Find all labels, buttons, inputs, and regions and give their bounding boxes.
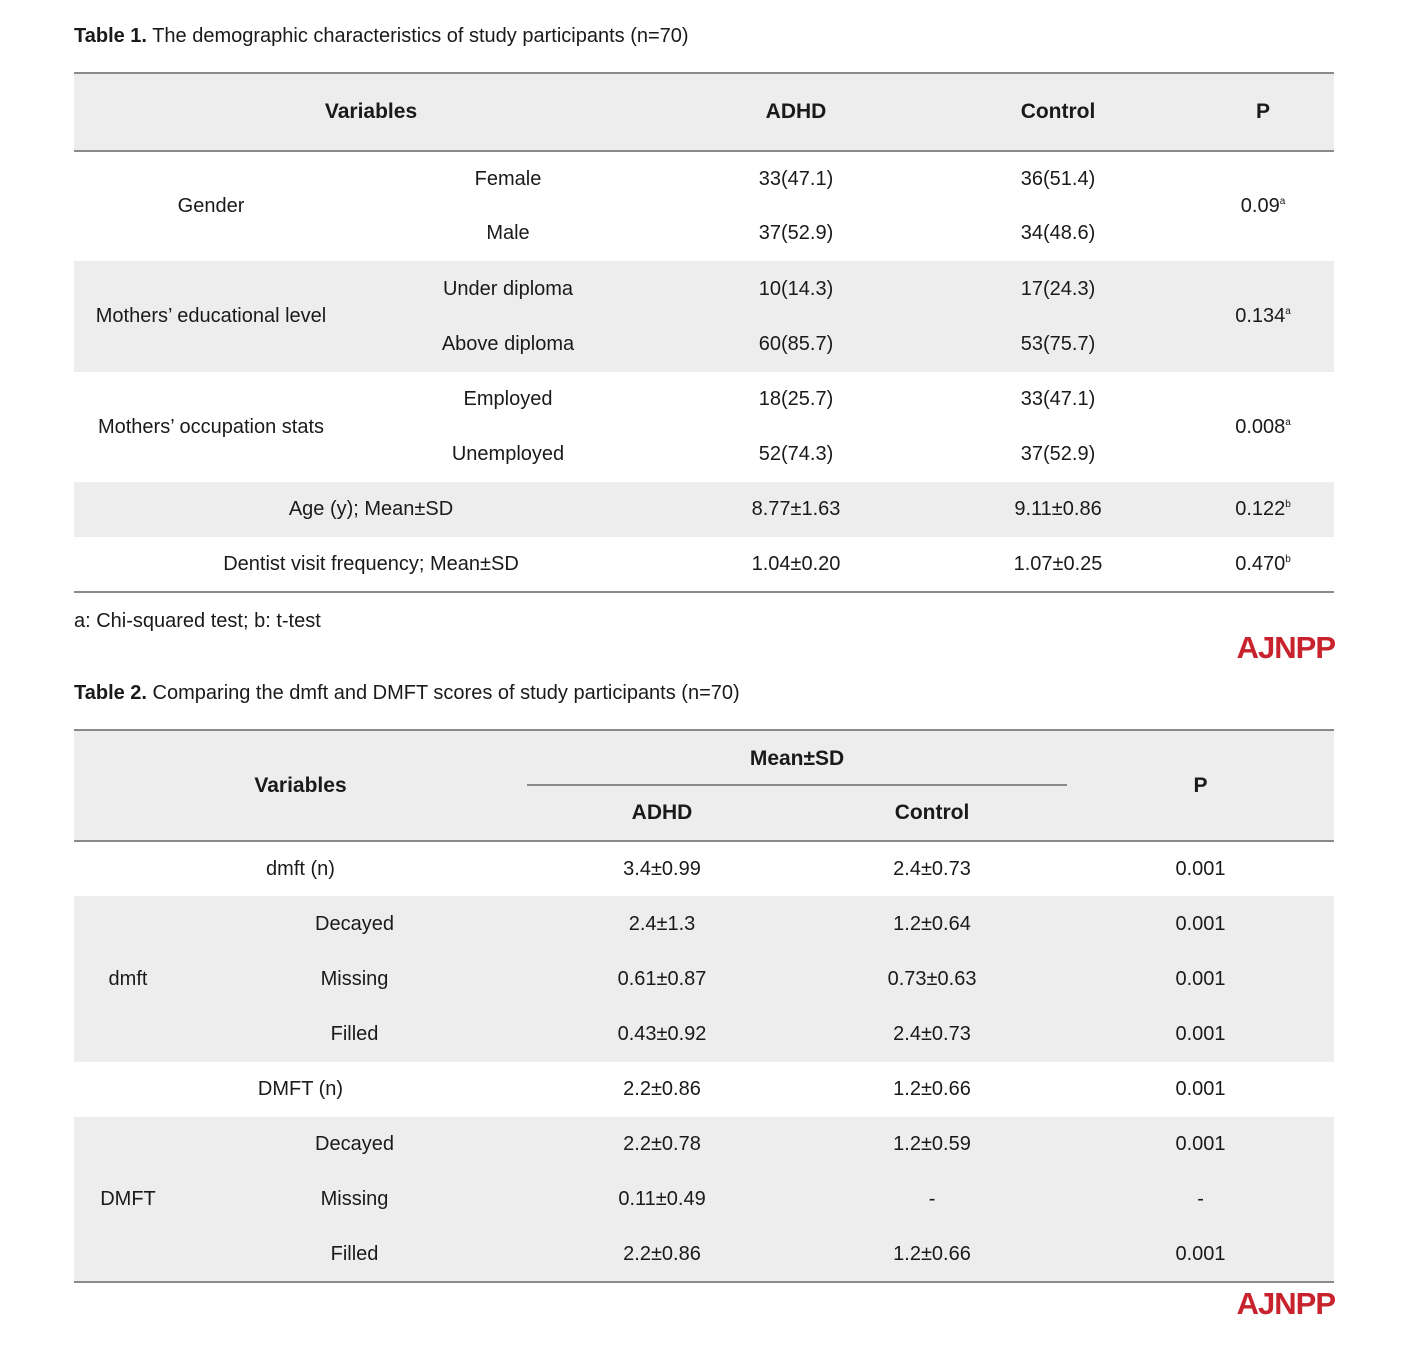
dmft-filled-label: Filled — [182, 1007, 527, 1062]
dmft-decayed-control: 1.2±0.64 — [797, 896, 1067, 952]
DMFT-decayed-p: 0.001 — [1067, 1117, 1334, 1172]
table-row — [74, 151, 1334, 206]
DMFT-n-control: 1.2±0.66 — [893, 1078, 971, 1100]
occupation-unemployed-adhd: 52(74.3) — [758, 443, 834, 465]
table-row — [74, 372, 1334, 427]
dmft-missing-p: 0.001 — [1067, 952, 1334, 1007]
education-p-value: 0.134 — [1235, 305, 1286, 327]
table-row — [74, 482, 1334, 537]
occupation-p — [1192, 372, 1334, 482]
table1-header-control: Control — [924, 73, 1192, 151]
table-row — [74, 1062, 1334, 1117]
DMFT-filled-control: 1.2±0.66 — [797, 1227, 1067, 1282]
dmft-n-adhd: 3.4±0.99 — [623, 857, 701, 880]
table-row — [74, 952, 1334, 1007]
gender-p-sup: a — [1279, 196, 1286, 207]
table2-header-adhd: ADHD — [527, 786, 797, 841]
table1-caption-label: Table 1. — [74, 25, 147, 47]
education-above-control: 53(75.7) — [924, 317, 1192, 372]
dmft-missing-adhd: 0.61±0.87 — [527, 952, 797, 1007]
gender-male-adhd: 37(52.9) — [758, 222, 834, 244]
table2-header-row-1 — [74, 730, 1334, 786]
education-p — [1192, 261, 1334, 372]
DMFT-decayed-label: Decayed — [182, 1117, 527, 1172]
gender-label: Gender — [177, 195, 245, 217]
dentist-p-value: 0.470 — [1235, 552, 1286, 575]
occupation-unemployed-label: Unemployed — [451, 443, 565, 465]
DMFT-n-p: 0.001 — [1175, 1078, 1226, 1100]
dentist-p — [1192, 537, 1334, 592]
table1-header-p: P — [1192, 73, 1334, 151]
table-row — [74, 1227, 1334, 1282]
DMFT-filled-label: Filled — [182, 1227, 527, 1282]
dmft-decayed-p: 0.001 — [1067, 896, 1334, 952]
table-row — [74, 1172, 1334, 1227]
occupation-unemployed-control: 37(52.9) — [1020, 443, 1096, 465]
occupation-p-sup: a — [1285, 416, 1291, 428]
table1-caption-text: The demographic characteristics of study participants (n=70) — [147, 25, 689, 47]
table2-header-p: P — [1067, 730, 1334, 841]
DMFT-missing-adhd: 0.11±0.49 — [527, 1172, 797, 1227]
DMFT-filled-p: 0.001 — [1067, 1227, 1334, 1282]
DMFT-decayed-adhd: 2.2±0.78 — [527, 1117, 797, 1172]
DMFT-n-label: DMFT (n) — [257, 1078, 344, 1100]
dmft-n-p: 0.001 — [1175, 857, 1226, 880]
table-row — [74, 1117, 1334, 1172]
dmft-n-label: dmft (n) — [266, 857, 335, 880]
journal-logo-bottom: AJNPP — [1236, 1286, 1335, 1321]
education-p-sup: a — [1285, 306, 1291, 317]
table1-header-adhd: ADHD — [668, 73, 924, 151]
table1-header-row — [74, 73, 1334, 151]
table-row — [74, 1007, 1334, 1062]
table2-header-mean-sd — [527, 730, 1067, 786]
dentist-p-sup: b — [1285, 553, 1291, 565]
dentist-label: Dentist visit frequency; Mean±SD — [74, 537, 668, 592]
occupation-employed-adhd: 18(25.7) — [758, 388, 834, 410]
table2-caption-label: Table 2. — [74, 682, 147, 704]
dentist-control: 1.07±0.25 — [924, 537, 1192, 592]
dmft-missing-label: Missing — [182, 952, 527, 1007]
DMFT-filled-adhd: 2.2±0.86 — [527, 1227, 797, 1282]
gender-male-control: 34(48.6) — [1020, 222, 1096, 244]
gender-male-label: Male — [486, 222, 530, 244]
table2 — [74, 729, 1334, 1283]
occupation-employed-control: 33(47.1) — [1020, 388, 1096, 410]
dmft-missing-control: 0.73±0.63 — [797, 952, 1067, 1007]
table-row — [74, 261, 1334, 317]
table1 — [74, 72, 1334, 593]
table2-caption-text: Comparing the dmft and DMFT scores of study participants (n=70) — [147, 682, 740, 704]
journal-logo: AJNPP — [1236, 630, 1335, 665]
dmft-filled-control: 2.4±0.73 — [797, 1007, 1067, 1062]
gender-female-control: 36(51.4) — [1020, 167, 1096, 190]
DMFT-missing-p: - — [1067, 1172, 1334, 1227]
table1-footnote: a: Chi-squared test; b: t-test — [74, 610, 321, 632]
age-label: Age (y); Mean±SD — [74, 482, 668, 537]
table2-header-mean-sd-label: Mean±SD — [749, 746, 845, 770]
dentist-adhd: 1.04±0.20 — [668, 537, 924, 592]
table2-header-variables: Variables — [74, 730, 527, 841]
age-adhd: 8.77±1.63 — [668, 482, 924, 537]
age-p-sup: b — [1285, 499, 1291, 510]
occupation-label: Mothers’ occupation stats — [97, 415, 325, 438]
gender-female-adhd: 33(47.1) — [758, 167, 834, 190]
DMFT-decayed-control: 1.2±0.59 — [797, 1117, 1067, 1172]
occupation-employed-label: Employed — [463, 388, 553, 410]
age-control: 9.11±0.86 — [924, 482, 1192, 537]
DMFT-missing-label: Missing — [182, 1172, 527, 1227]
gender-female-label: Female — [474, 167, 542, 190]
age-p-value: 0.122 — [1235, 498, 1286, 520]
DMFT-group-label: DMFT — [74, 1117, 182, 1282]
table2-caption — [74, 681, 740, 705]
education-under-control: 17(24.3) — [924, 261, 1192, 317]
DMFT-missing-control: - — [797, 1172, 1067, 1227]
gender-p — [1192, 151, 1334, 261]
education-under-adhd: 10(14.3) — [668, 261, 924, 317]
occupation-p-value: 0.008 — [1235, 415, 1286, 438]
table2-header-divider — [527, 784, 1067, 786]
age-p — [1192, 482, 1334, 537]
table-row — [74, 896, 1334, 952]
dmft-n-control: 2.4±0.73 — [893, 857, 971, 880]
dmft-filled-p: 0.001 — [1067, 1007, 1334, 1062]
table1-header-variables: Variables — [74, 73, 668, 151]
education-above-adhd: 60(85.7) — [668, 317, 924, 372]
table-row — [74, 841, 1334, 896]
gender-p-value: 0.09 — [1240, 195, 1280, 217]
education-above-label: Above diploma — [348, 317, 668, 372]
education-label: Mothers’ educational level — [74, 261, 348, 372]
dmft-decayed-adhd: 2.4±1.3 — [527, 896, 797, 952]
DMFT-n-adhd: 2.2±0.86 — [623, 1078, 701, 1100]
table-row — [74, 537, 1334, 592]
dmft-filled-adhd: 0.43±0.92 — [527, 1007, 797, 1062]
table2-header-control: Control — [797, 786, 1067, 841]
dmft-group-label: dmft — [74, 896, 182, 1062]
table1-caption — [74, 24, 689, 48]
dmft-decayed-label: Decayed — [182, 896, 527, 952]
education-under-label: Under diploma — [348, 261, 668, 317]
